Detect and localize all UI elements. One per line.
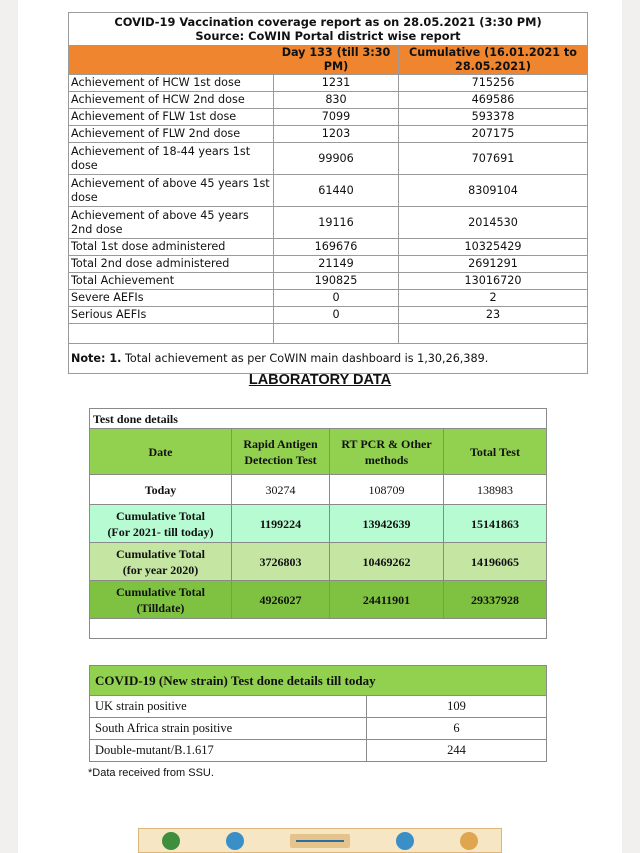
vaccination-row-label: Achievement of FLW 2nd dose: [69, 126, 274, 143]
vaccination-row: [69, 126, 588, 143]
lab-row-label: [90, 505, 232, 543]
lab-row-rapid: 30274: [232, 475, 330, 505]
vaccination-row: [69, 256, 588, 273]
lab-row-rapid: 3726803: [232, 543, 330, 581]
vaccination-row: [69, 207, 588, 239]
strain-row-value: 244: [367, 740, 547, 762]
vaccination-row-day: 0: [274, 290, 399, 307]
vaccination-row-day: 169676: [274, 239, 399, 256]
vaccination-row: [69, 307, 588, 324]
document-page: [18, 0, 622, 853]
lab-row-rtpcr: 10469262: [330, 543, 444, 581]
vaccination-header-day: Day 133 (till 3:30 PM): [274, 46, 399, 75]
lab-row-label-line1: Cumulative Total: [115, 546, 205, 561]
vaccination-row-label: Achievement of HCW 2nd dose: [69, 92, 274, 109]
lab-row-total: 15141863: [444, 505, 547, 543]
strain-row-value: 109: [367, 696, 547, 718]
lab-row-label: Today: [90, 475, 232, 505]
ssu-footnote: *Data received from SSU.: [88, 767, 214, 779]
vaccination-row-day: 7099: [274, 109, 399, 126]
vaccination-header-cumulative: Cumulative (16.01.2021 to 28.05.2021): [399, 46, 588, 75]
vaccination-title-line1: COVID-19 Vaccination coverage report as on 28.05.2021 (3:30 PM): [114, 15, 542, 29]
lab-header-date: Date: [90, 429, 232, 475]
vaccination-row: [69, 175, 588, 207]
lab-row-label-line2: (Tilldate): [136, 600, 185, 615]
vaccination-row-label: Achievement of FLW 1st dose: [69, 109, 274, 126]
vaccination-table-title: [69, 13, 588, 46]
lab-row-cumulative-2021: [90, 505, 547, 543]
lab-row-cumulative-tilldate: [90, 581, 547, 619]
vaccination-row-cumulative: 593378: [399, 109, 588, 126]
vaccination-row-cumulative: 2691291: [399, 256, 588, 273]
strain-row: [90, 696, 547, 718]
strain-row-label: UK strain positive: [90, 696, 367, 718]
lab-row-cumulative-2020: [90, 543, 547, 581]
lab-caption: Test done details: [90, 409, 232, 429]
lab-caption-fill: [232, 409, 547, 429]
distance-arrow-icon: [290, 834, 350, 848]
lab-row-rapid: 4926027: [232, 581, 330, 619]
lab-row-total: 14196065: [444, 543, 547, 581]
empty-cell: [399, 324, 588, 344]
lab-row-label: [90, 581, 232, 619]
vaccination-row-cumulative: 207175: [399, 126, 588, 143]
mask-people-icon: [162, 832, 180, 850]
laboratory-data-heading: LABORATORY DATA: [248, 372, 392, 388]
hand-wash-icon: [460, 832, 478, 850]
vaccination-row: [69, 239, 588, 256]
vaccination-header-blank: [69, 46, 274, 75]
empty-cell: [69, 324, 274, 344]
lab-row-label-line2: (for year 2020): [122, 562, 199, 577]
vaccination-row-day: 99906: [274, 143, 399, 175]
vaccination-row: [69, 109, 588, 126]
lab-row-total: 29337928: [444, 581, 547, 619]
new-strain-table: [89, 665, 547, 762]
lab-row-label-line2: (For 2021- till today): [107, 524, 214, 539]
vaccination-row-label: Achievement of above 45 years 1st dose: [69, 175, 274, 207]
lab-row-rtpcr: 108709: [330, 475, 444, 505]
vaccination-row-day: 190825: [274, 273, 399, 290]
vaccination-row-day: 61440: [274, 175, 399, 207]
vaccination-row-day: 19116: [274, 207, 399, 239]
lab-header-total: Total Test: [444, 429, 547, 475]
vaccination-row: [69, 92, 588, 109]
strain-row: [90, 740, 547, 762]
vaccination-row-day: 21149: [274, 256, 399, 273]
strain-row-label: South Africa strain positive: [90, 718, 367, 740]
vaccination-row-label: Total 1st dose administered: [69, 239, 274, 256]
vaccination-row-label: Serious AEFIs: [69, 307, 274, 324]
vaccination-row-cumulative: 10325429: [399, 239, 588, 256]
vaccination-row-day: 0: [274, 307, 399, 324]
strain-table-title: COVID-19 (New strain) Test done details till today: [90, 666, 547, 696]
note-prefix: Note: 1.: [71, 351, 122, 365]
vaccination-row-cumulative: 8309104: [399, 175, 588, 207]
vaccination-row-day: 1203: [274, 126, 399, 143]
person-icon: [226, 832, 244, 850]
strain-row-label: Double-mutant/B.1.617: [90, 740, 367, 762]
vaccination-row-cumulative: 715256: [399, 75, 588, 92]
vaccination-row-cumulative: 469586: [399, 92, 588, 109]
vaccination-row-cumulative: 2: [399, 290, 588, 307]
vaccination-row: [69, 143, 588, 175]
laboratory-test-table: [89, 408, 547, 639]
vaccination-row-cumulative: 707691: [399, 143, 588, 175]
vaccination-row-day: 1231: [274, 75, 399, 92]
lab-header-rtpcr: RT PCR & Other methods: [330, 429, 444, 475]
lab-row-label-line1: Cumulative Total: [115, 584, 205, 599]
vaccination-row-day: 830: [274, 92, 399, 109]
lab-header-rapid: Rapid Antigen Detection Test: [232, 429, 330, 475]
vaccination-empty-row: [69, 324, 588, 344]
vaccination-row-label: Achievement of 18-44 years 1st dose: [69, 143, 274, 175]
vaccination-row: [69, 75, 588, 92]
lab-row-total: 138983: [444, 475, 547, 505]
vaccination-row-label: Achievement of above 45 years 2nd dose: [69, 207, 274, 239]
covid-appropriate-behaviour-banner: [138, 828, 502, 853]
vaccination-row: [69, 290, 588, 307]
note-text: Total achievement as per CoWIN main dashboard is 1,30,26,389.: [124, 351, 489, 365]
empty-cell: [274, 324, 399, 344]
lab-row-label: [90, 543, 232, 581]
vaccination-row: [69, 273, 588, 290]
lab-row-today: [90, 475, 547, 505]
vaccination-row-cumulative: 23: [399, 307, 588, 324]
strain-row: [90, 718, 547, 740]
strain-row-value: 6: [367, 718, 547, 740]
vaccination-row-label: Total Achievement: [69, 273, 274, 290]
lab-row-rtpcr: 24411901: [330, 581, 444, 619]
vaccination-row-cumulative: 2014530: [399, 207, 588, 239]
vaccination-row-cumulative: 13016720: [399, 273, 588, 290]
vaccination-row-label: Severe AEFIs: [69, 290, 274, 307]
lab-empty-row: [90, 619, 547, 639]
person-icon: [396, 832, 414, 850]
vaccination-coverage-table: [68, 12, 588, 374]
lab-row-label-line1: Cumulative Total: [115, 508, 205, 523]
lab-row-rtpcr: 13942639: [330, 505, 444, 543]
vaccination-title-line2: Source: CoWIN Portal district wise report: [195, 29, 461, 43]
vaccination-row-label: Achievement of HCW 1st dose: [69, 75, 274, 92]
lab-row-rapid: 1199224: [232, 505, 330, 543]
vaccination-note: [69, 344, 588, 374]
vaccination-row-label: Total 2nd dose administered: [69, 256, 274, 273]
